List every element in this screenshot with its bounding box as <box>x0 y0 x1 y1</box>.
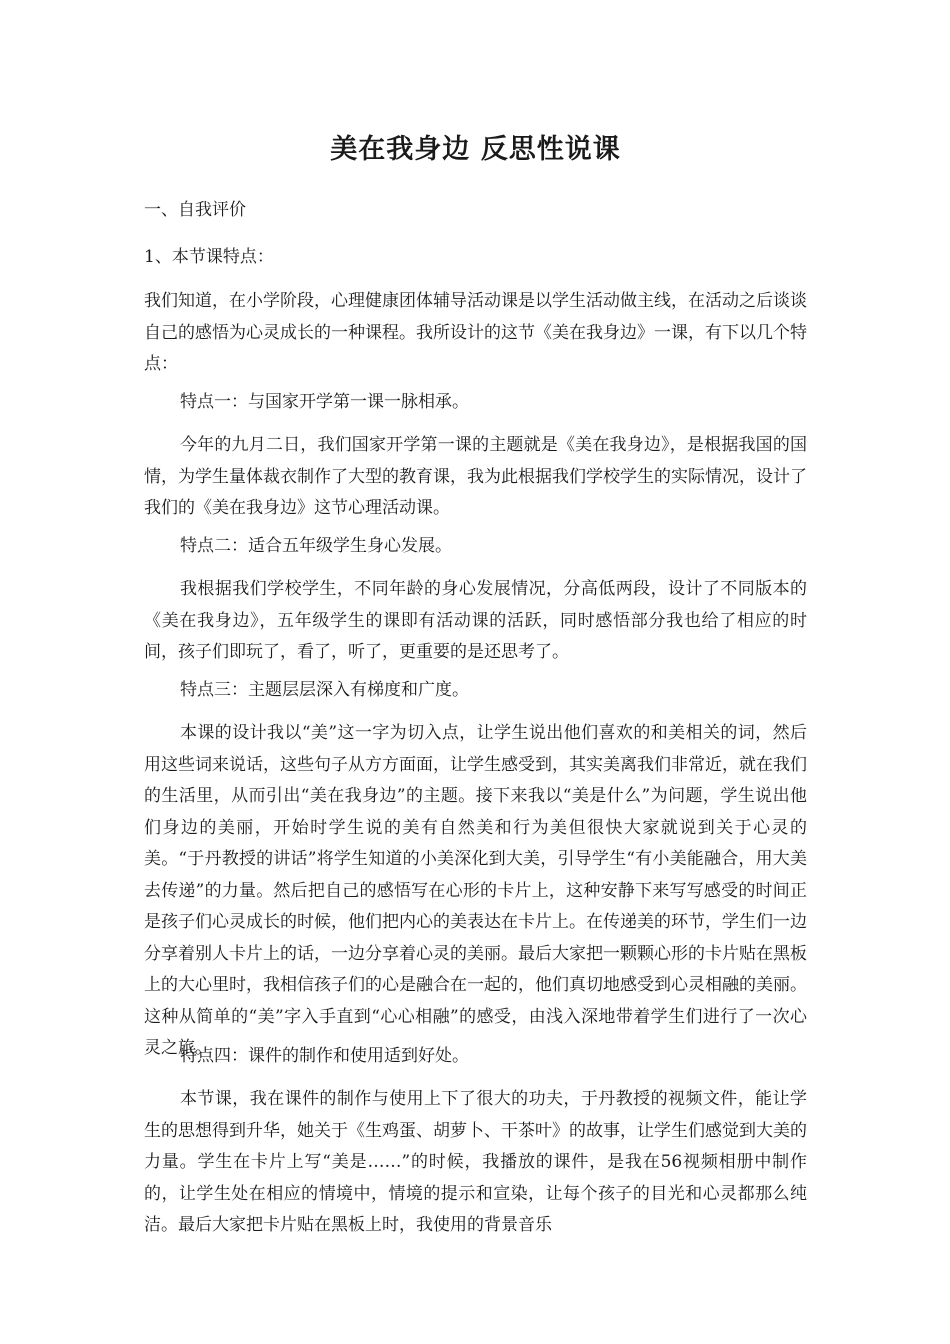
intro-paragraph: 我们知道，在小学阶段，心理健康团体辅导活动课是以学生活动做主线，在活动之后谈谈自己的感悟为心灵成长的一种课程。我所设计的这节《美在我身边》一课，有下以几个特点： <box>144 291 807 374</box>
section-heading-self-evaluation: 一、自我评价 <box>144 200 246 220</box>
feature4-heading: 特点四：课件的制作和使用适到好处。 <box>180 1046 469 1066</box>
feature3-heading: 特点三：主题层层深入有梯度和广度。 <box>180 680 469 700</box>
feature2-paragraph: 我根据我们学校学生，不同年龄的身心发展情况，分高低两段，设计了不同版本的《美在我身边》，五年级学生的课即有活动课的活跃，同时感悟部分我也给了相应的时间，孩子们即玩了，看了，听了，更重要的是还思考了。 <box>144 579 807 662</box>
feature4-paragraph: 本节课，我在课件的制作与使用上下了很大的功夫，于丹教授的视频文件，能让学生的思想得到升华，她关于《生鸡蛋、胡萝卜、干茶叶》的故事，让学生们感觉到大美的力量。学生在卡片上写“美是……”的时候，我播放的课件，是我在56视频相册中制作的，让学生处在相应的情境中，情境的提示和宣染，让每个孩子的目光和心灵都那么纯洁。最后大家把卡片贴在黑板上时，我使用的背景音乐 <box>144 1089 807 1235</box>
feature1-heading: 特点一：与国家开学第一课一脉相承。 <box>180 392 469 412</box>
subsection-heading-lesson-features: 1、本节课特点： <box>144 247 274 267</box>
document-title: 美在我身边 反思性说课 <box>330 134 621 165</box>
feature2-heading: 特点二：适合五年级学生身心发展。 <box>180 536 452 556</box>
feature3-paragraph: 本课的设计我以“美”这一字为切入点，让学生说出他们喜欢的和美相关的词，然后用这些词来说话，这些句子从方方面面，让学生感受到，其实美离我们非常近，就在我们的生活里，从而引出“美在我身边”的主题。接下来我以“美是什么”为问题，学生说出他们身边的美丽，开始时学生说的美有自然美和行为美但很快大家就说到关于心灵的美。“于丹教授的讲话”将学生知道的小美深化到大美，引导学生“有小美能融合，用大美去传递”的力量。然后把自己的感悟写在心形的卡片上，这种安静下来写写感受的时间正是孩子们心灵成长的时候，他们把内心的美表达在卡片上。在传递美的环节，学生们一边分享着别人卡片上的话，一边分享着心灵的美丽。最后大家把一颗颗心形的卡片贴在黑板上的大心里时，我相信孩子们的心是融合在一起的，他们真切地感受到心灵相融的美丽。这种从简单的“美”字入手直到“心心相融”的感受，由浅入深地带着学生们进行了一次心灵之旅。 <box>144 723 807 1058</box>
feature1-paragraph: 今年的九月二日，我们国家开学第一课的主题就是《美在我身边》，是根据我国的国情，为学生量体裁衣制作了大型的教育课，我为此根据我们学校学生的实际情况，设计了我们的《美在我身边》这节心理活动课。 <box>144 435 807 518</box>
